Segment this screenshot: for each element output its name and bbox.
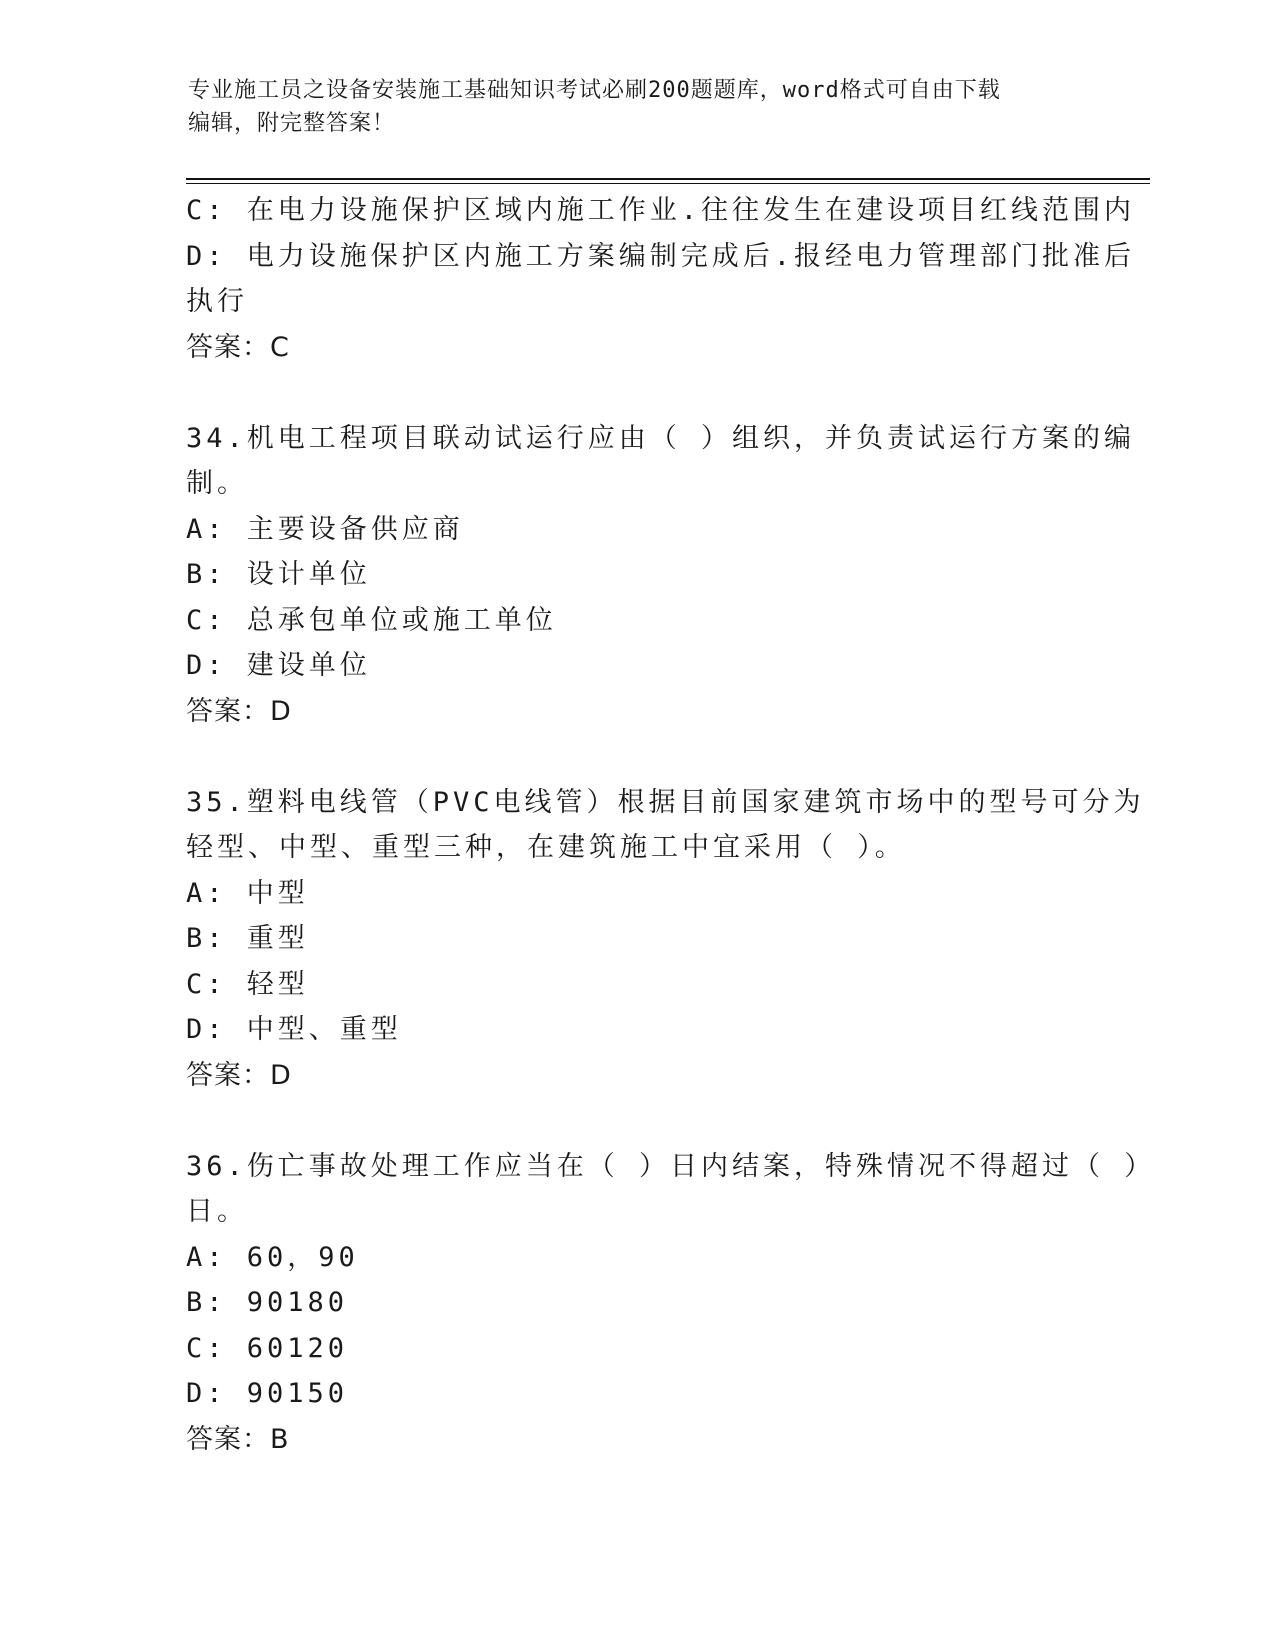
answer: 答案：D — [186, 695, 292, 727]
spacer — [186, 370, 1086, 416]
option-d: D: 90150 — [186, 1378, 349, 1409]
option-c: C: 60120 — [186, 1332, 349, 1364]
header-divider-thick — [186, 178, 1150, 180]
option-a: A: 60，90 — [186, 1241, 359, 1273]
question-stem-line-1: 34.机电工程项目联动试运行应由（ ）组织，并负责试运行方案的编 — [186, 422, 1136, 454]
question-list — [186, 188, 1156, 1462]
question-35 — [186, 780, 1145, 1099]
spacer — [186, 734, 1086, 780]
answer: 答案：C — [186, 331, 290, 363]
option-d: D: 中型、重型 — [186, 1014, 402, 1045]
question-36 — [186, 1144, 1156, 1463]
option-b: B: 设计单位 — [186, 559, 371, 590]
option-b: B: 重型 — [186, 923, 309, 954]
question-stem-line-1: 36.伤亡事故处理工作应当在（ ）日内结案，特殊情况不得超过（ ） — [186, 1150, 1156, 1182]
answer: 答案：B — [186, 1423, 290, 1455]
option-d-line-2: 执行 — [186, 286, 248, 317]
option-d-line-1: D: 电力设施保护区内施工方案编制完成后.报经电力管理部门批准后 — [186, 240, 1136, 272]
question-stem-line-1: 35.塑料电线管（PVC电线管）根据目前国家建筑市场中的型号可分为 — [186, 786, 1145, 818]
document-header — [188, 74, 1088, 140]
header-title-line-1: 专业施工员之设备安装施工基础知识考试必刷200题题库，word格式可自由下载 — [188, 78, 1001, 103]
option-a: A: 主要设备供应商 — [186, 513, 464, 545]
option-d: D: 建设单位 — [186, 650, 371, 681]
answer: 答案：D — [186, 1059, 292, 1091]
option-c: C: 在电力设施保护区域内施工作业.往往发生在建设项目红线范围内 — [186, 195, 1136, 226]
question-stem-line-2: 轻型、中型、重型三种，在建筑施工中宜采用（ ）。 — [186, 832, 906, 863]
spacer — [186, 1098, 1086, 1144]
header-title-line-2: 编辑，附完整答案！ — [188, 111, 396, 136]
option-b: B: 90180 — [186, 1287, 349, 1318]
question-34 — [186, 416, 1136, 735]
option-c: C: 轻型 — [186, 968, 309, 1000]
option-a: A: 中型 — [186, 877, 309, 909]
question-33-partial — [186, 188, 1136, 370]
option-c: C: 总承包单位或施工单位 — [186, 604, 557, 636]
question-stem-line-2: 日。 — [186, 1196, 248, 1227]
header-divider-thin — [186, 183, 1150, 184]
question-stem-line-2: 制。 — [186, 468, 248, 499]
